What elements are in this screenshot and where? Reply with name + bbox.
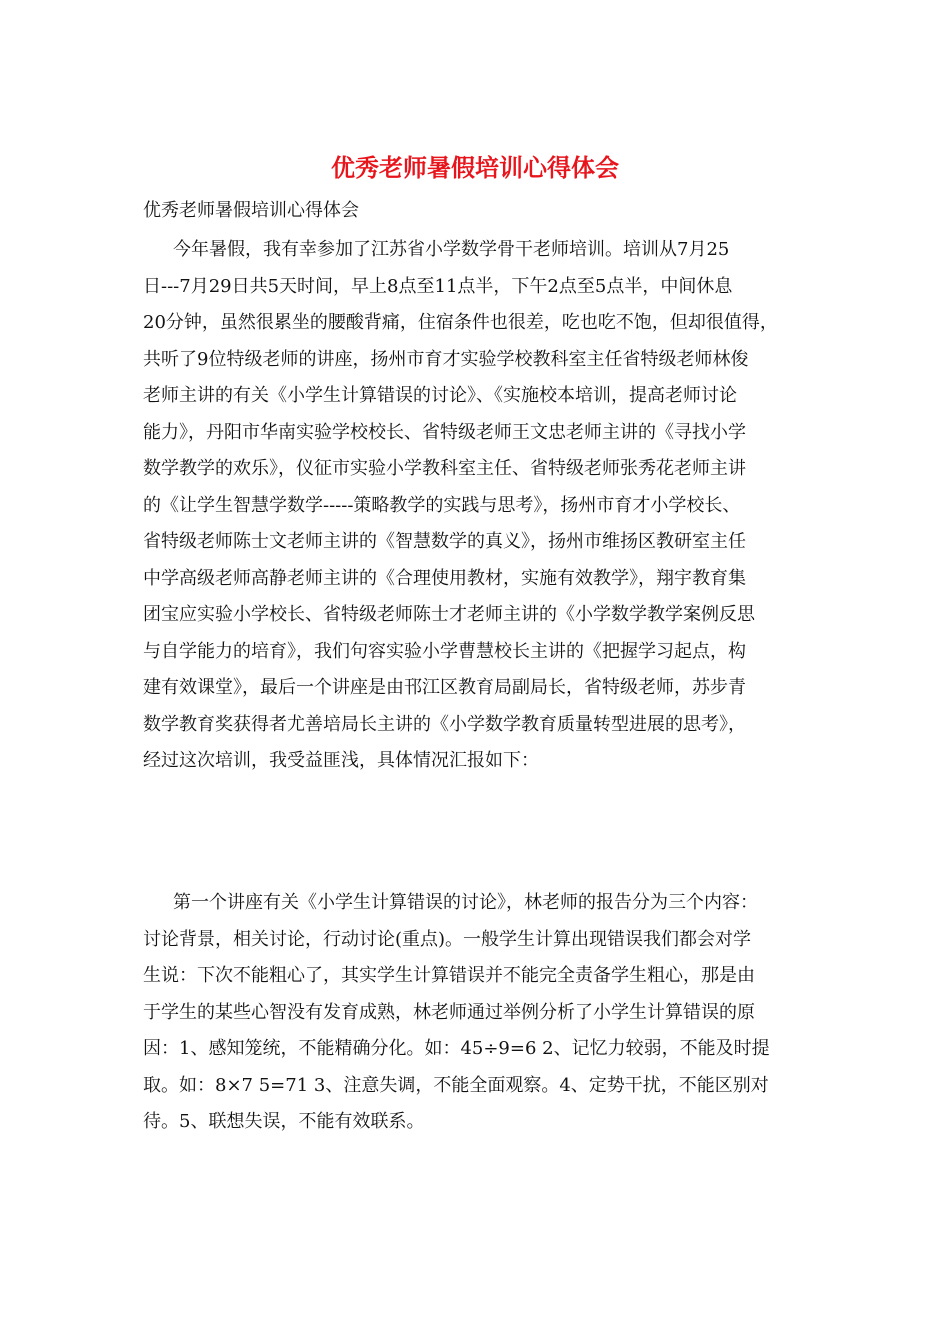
paragraph-line: 老师主讲的有关《小学生计算错误的讨论》、《实施校本培训，提高老师讨论	[143, 385, 737, 406]
paragraph-line: 待。5、联想失误，不能有效联系。	[143, 1111, 425, 1132]
paragraph-line: 因：1、感知笼统，不能精确分化。如：45÷9=6 2、记忆力较弱，不能及时提	[143, 1038, 770, 1059]
document-subtitle: 优秀老师暑假培训心得体会	[143, 200, 359, 221]
paragraph-line: 20分钟，虽然很累坐的腰酸背痛，住宿条件也很差，吃也吃不饱，但却很值得，	[143, 312, 778, 333]
paragraph-line: 今年暑假，我有幸参加了江苏省小学数学骨干老师培训。培训从7月25	[173, 239, 730, 260]
paragraph-line: 日---7月29日共5天时间，早上8点至11点半，下午2点至5点半，中间休息	[143, 275, 733, 297]
paragraph-line: 中学高级老师高静老师主讲的《合理使用教材，实施有效教学》，翔宇教育集	[143, 567, 746, 589]
paragraph-intro	[143, 232, 823, 780]
document-title: 优秀老师暑假培训心得体会	[331, 153, 619, 182]
paragraph-line: 讨论背景，相关讨论，行动讨论(重点)。一般学生计算出现错误我们都会对学	[143, 928, 752, 950]
paragraph-line: 取。如：8×7 5=71 3、注意失调，不能全面观察。4、定势干扰，不能区别对	[143, 1074, 769, 1096]
paragraph-line: 于学生的某些心智没有发育成熟，林老师通过举例分析了小学生计算错误的原	[143, 1001, 755, 1023]
paragraph-first-lecture	[143, 885, 823, 1141]
paragraph-line: 的《让学生智慧学数学-----策略教学的实践与思考》，扬州市育才小学校长、	[143, 494, 741, 516]
paragraph-line: 建有效课堂》，最后一个讲座是由邗江区教育局副局长，省特级老师，苏步青	[143, 677, 746, 698]
paragraph-line: 共听了9位特级老师的讲座，扬州市育才实验学校教科室主任省特级老师林俊	[143, 348, 749, 370]
paragraph-line: 团宝应实验小学校长、省特级老师陈士才老师主讲的《小学数学教学案例反思	[143, 604, 755, 625]
paragraph-line: 能力》，丹阳市华南实验学校校长、省特级老师王文忠老师主讲的《寻找小学	[143, 421, 746, 443]
paragraph-line: 经过这次培训，我受益匪浅，具体情况汇报如下：	[143, 750, 539, 771]
paragraph-line: 数学教育奖获得者尤善培局长主讲的《小学数学教育质量转型进展的思考》，	[143, 713, 746, 735]
paragraph-line: 与自学能力的培育》，我们句容实验小学曹慧校长主讲的《把握学习起点，构	[143, 640, 746, 662]
paragraph-line: 省特级老师陈士文老师主讲的《智慧数学的真义》，扬州市维扬区教研室主任	[143, 531, 746, 552]
paragraph-line: 生说：下次不能粗心了，其实学生计算错误并不能完全责备学生粗心，那是由	[143, 965, 755, 986]
paragraph-line: 数学教学的欢乐》，仪征市实验小学教科室主任、省特级老师张秀花老师主讲	[143, 458, 746, 479]
paragraph-line: 第一个讲座有关《小学生计算错误的讨论》，林老师的报告分为三个内容：	[173, 892, 758, 913]
